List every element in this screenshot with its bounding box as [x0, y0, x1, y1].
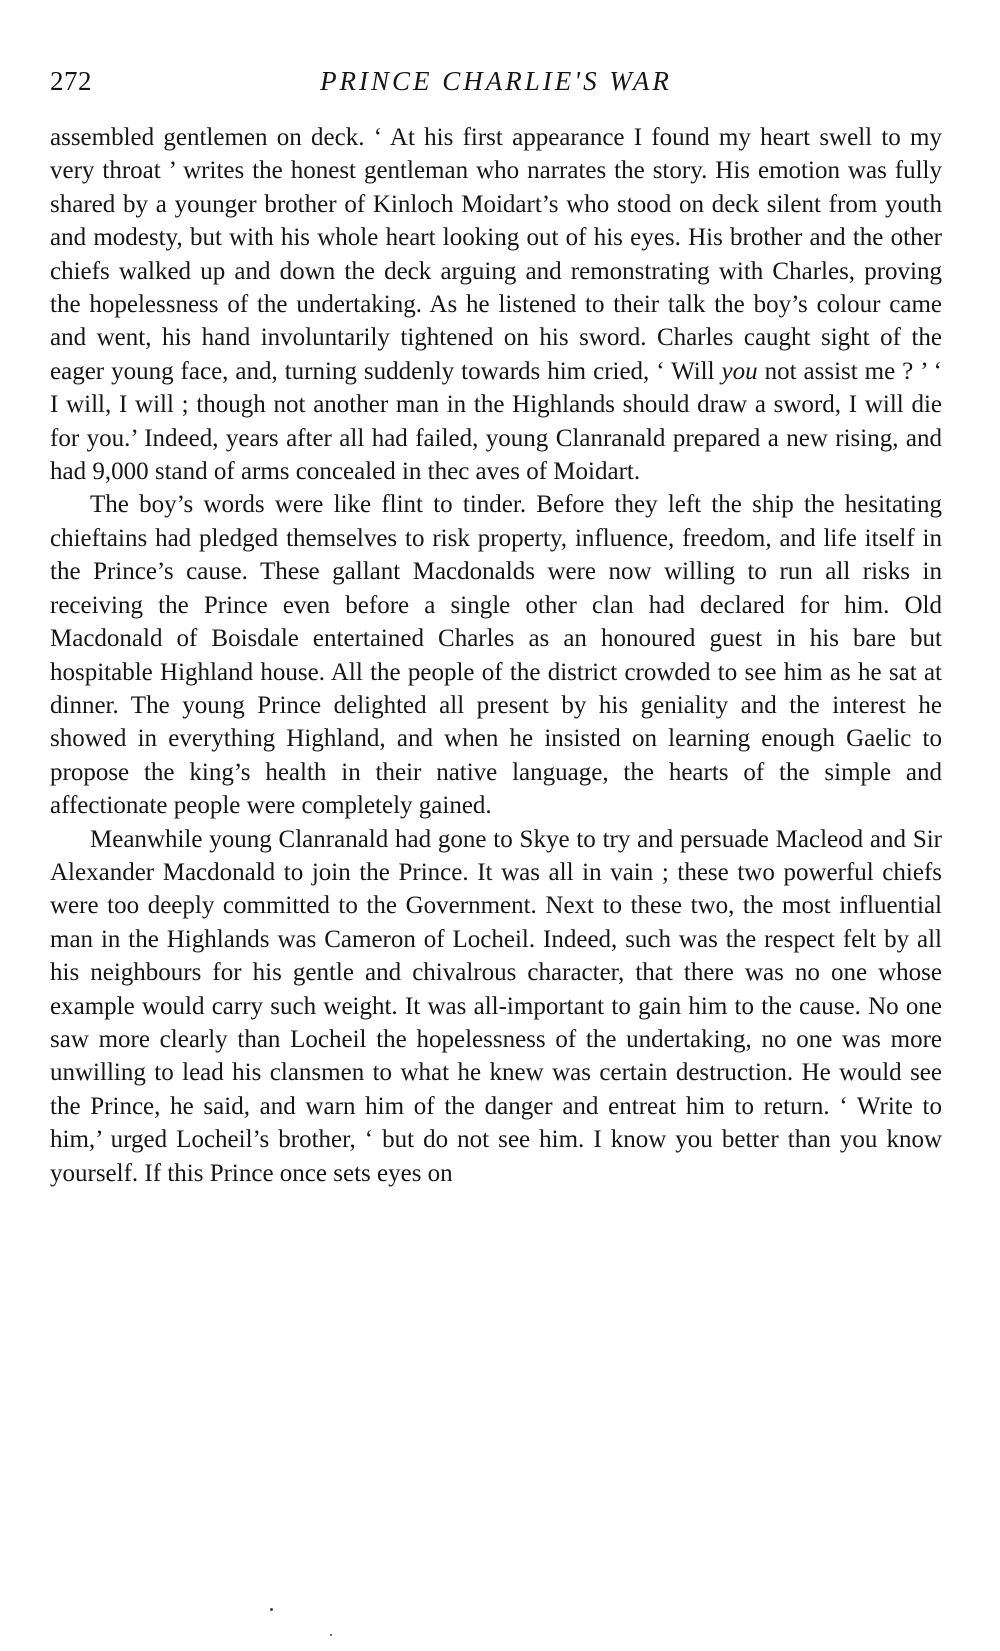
running-title: PRINCE CHARLIE'S WAR	[320, 66, 672, 96]
text-run: assembled gentlemen on deck. ‘ At his first appearance I found my heart swell to my very throat ’ writes the honest gentleman who narrates the story. His emotion was fully shared by a younger brother of Kinloch Moidart’s who stood on deck silent from youth and modesty, but with his whole heart looking out of his eyes. His brother and the other chiefs walked up and down the deck arguing and remonstrating with Charles, proving the hopelessness of the undertaking. As he listened to their talk the boy’s colour came and went, his hand involuntarily tightened on his sword. Charles caught sight of the eager young face, and, turning suddenly towards him cried, ‘ Will	[50, 124, 942, 385]
print-speck	[330, 1634, 332, 1636]
paragraph	[50, 121, 942, 488]
text-run: not assist me ? ’ ‘ I will, I will ; though not another man in the Highlands should draw a sword, I will die for you.’ Indeed, years after all had failed, young Clanranald prepared a new rising, and had 9,000 stand of arms concealed in thec aves of Moidart.	[50, 357, 943, 486]
page-header	[50, 66, 942, 106]
italic-text-run: you	[721, 357, 758, 385]
paragraph	[50, 488, 942, 822]
page-number: 272	[50, 66, 92, 96]
print-speck	[270, 1608, 273, 1611]
paragraph	[50, 823, 942, 1190]
book-page	[50, 66, 942, 1190]
body-text	[50, 121, 942, 1190]
text-run: The boy’s words were like flint to tinder. Before they left the ship the hesitating chieftains had pledged themselves to risk property, influence, freedom, and life itself in the Prince’s cause. These gallant Macdonalds were now willing to run all risks in receiving the Prince even before a single other clan had declared for him. Old Macdonald of Boisdale entertained Charles as an honoured guest in his bare but hospitable Highland house. All the people of the district crowded to see him as he sat at dinner. The young Prince delighted all present by his geniality and the interest he showed in everything Highland, and when he insisted on learning enough Gaelic to propose the king’s health in their native language, the hearts of the simple and affectionate people were completely gained.	[50, 491, 942, 820]
text-run: Meanwhile young Clanranald had gone to Skye to try and persuade Macleod and Sir Alexander Macdonald to join the Prince. It was all in vain ; these two powerful chiefs were too deeply committed to the Government. Next to these two, the most influential man in the Highlands was Cameron of Locheil. Indeed, such was the respect felt by all his neighbours for his gentle and chivalrous character, that there was no one whose example would carry such weight. It was all-important to gain him to the cause. No one saw more clearly than Locheil the hopelessness of the undertaking, no one was more unwilling to lead his clansmen to what he knew was certain destruction. He would see the Prince, he said, and warn him of the danger and entreat him to return. ‘ Write to him,’ urged Locheil’s brother, ‘ but do not see him. I know you better than you know yourself. If this Prince once sets eyes on	[50, 825, 942, 1187]
